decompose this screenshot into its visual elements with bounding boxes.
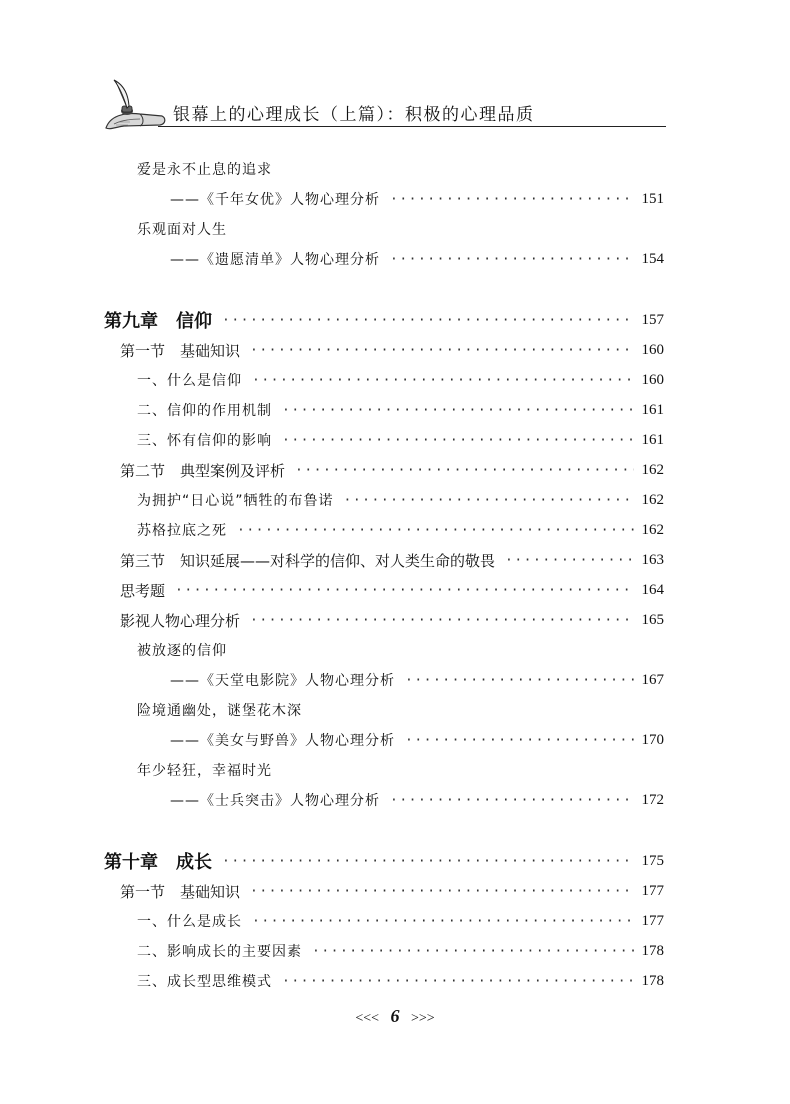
toc-page-number: 167 [641,671,664,688]
page-footer [0,1006,790,1027]
toc-entry-title: 年少轻狂，幸福时光 [137,763,272,779]
dot-leader [295,463,634,478]
dot-leader [390,793,634,808]
toc-entry-title: 第二节 典型案例及评析 [120,461,286,480]
dot-leader [250,884,634,899]
page-number: 6 [390,1006,400,1026]
toc-page-number: 161 [641,401,664,418]
toc-page-number: 151 [641,190,664,207]
dot-leader [282,974,634,989]
dot-leader [250,613,634,628]
toc-entry-title: 第三节 知识延展——对科学的信仰、对人类生命的敬畏 [120,551,496,570]
toc-page-number: 161 [641,431,664,448]
toc-entry-title: 思考题 [120,581,166,600]
toc-entry-title: 二、信仰的作用机制 [137,403,272,419]
toc-page-number: 164 [641,581,664,598]
toc-chapter-entry[interactable] [104,849,664,873]
toc-entry[interactable] [170,728,664,752]
toc-entry-title: 苏格拉底之死 [137,523,227,539]
dot-leader [312,944,634,959]
footer-right-marker: >>> [411,1011,435,1026]
dot-leader [222,313,634,328]
toc-entry-title: 第一节 基础知识 [120,341,241,360]
running-header-title: 银幕上的心理成长（上篇）：积极的心理品质 [173,105,535,125]
toc-entry[interactable] [137,488,664,512]
toc-entry-title: 第九章 信仰 [104,311,212,332]
toc-entry-title: 爱是永不止息的追求 [137,162,272,178]
toc-entry-title: 影视人物心理分析 [120,611,241,630]
toc-section-entry[interactable] [120,548,664,572]
toc-page-number: 162 [641,461,664,478]
toc-entry[interactable] [170,187,664,211]
toc-entry-title: 一、什么是成长 [137,914,242,930]
dot-leader [237,523,634,538]
dot-leader [252,373,634,388]
toc-page-number: 160 [641,371,664,388]
toc-entry-title: 被放逐的信仰 [137,643,227,659]
toc-section-entry[interactable] [120,608,664,632]
toc-page-number: 170 [641,731,664,748]
toc-entry-title: 险境通幽处，谜堡花木深 [137,703,302,719]
toc-chapter-entry[interactable] [104,308,664,332]
toc-section-entry[interactable] [120,879,664,903]
toc-entry-title: ——《士兵突击》人物心理分析 [170,793,380,809]
dot-leader [222,854,634,869]
toc-entry-title: 二、影响成长的主要因素 [137,944,302,960]
toc-entry-title: 三、成长型思维模式 [137,974,272,990]
dot-leader [390,252,634,267]
toc-entry[interactable] [170,788,664,812]
dot-leader [405,673,634,688]
toc-page-number: 178 [641,942,664,959]
dot-leader [405,733,634,748]
toc-page-number: 175 [641,852,664,869]
dot-leader [282,433,634,448]
toc-entry-title: 三、怀有信仰的影响 [137,433,272,449]
toc-entry[interactable] [137,428,664,452]
toc-entry-title: ——《天堂电影院》人物心理分析 [170,673,395,689]
toc-page-number: 177 [641,912,664,929]
toc-page-number: 157 [641,311,664,328]
toc-entry-title: 乐观面对人生 [137,222,227,238]
toc-entry[interactable] [137,939,664,963]
dot-leader [390,192,634,207]
toc-page-number: 178 [641,972,664,989]
footer-left-marker: <<< [355,1011,379,1026]
toc-entry[interactable] [137,398,664,422]
toc-page-number: 162 [641,521,664,538]
toc-entry-title: 为拥护“日心说”牺牲的布鲁诺 [137,493,334,509]
toc-page-number: 162 [641,491,664,508]
toc-entry[interactable] [137,368,664,392]
dot-leader [252,914,634,929]
toc-page-number: 154 [641,250,664,267]
toc-entry[interactable] [137,909,664,933]
toc-section-entry[interactable] [120,578,664,602]
dot-leader [175,583,634,598]
toc-page-number: 177 [641,882,664,899]
toc-entry-title: ——《美女与野兽》人物心理分析 [170,733,395,749]
toc-entry-title: 一、什么是信仰 [137,373,242,389]
dot-leader [250,343,634,358]
toc-entry-title: 第十章 成长 [104,852,212,873]
toc-page-number: 163 [641,551,664,568]
dot-leader [282,403,634,418]
toc-section-entry[interactable] [120,458,664,482]
toc-page-number: 172 [641,791,664,808]
toc-entry[interactable] [137,518,664,542]
toc-page-number: 160 [641,341,664,358]
toc-entry-title: ——《遗愿清单》人物心理分析 [170,252,380,268]
toc-entry[interactable] [137,969,664,993]
toc-entry[interactable] [170,668,664,692]
toc-page-number: 165 [641,611,664,628]
dot-leader [505,553,634,568]
toc-entry-title: ——《千年女优》人物心理分析 [170,192,380,208]
toc-entry-title: 第一节 基础知识 [120,882,241,901]
toc-section-entry[interactable] [120,338,664,362]
toc-entry[interactable] [170,247,664,271]
dot-leader [344,493,634,508]
